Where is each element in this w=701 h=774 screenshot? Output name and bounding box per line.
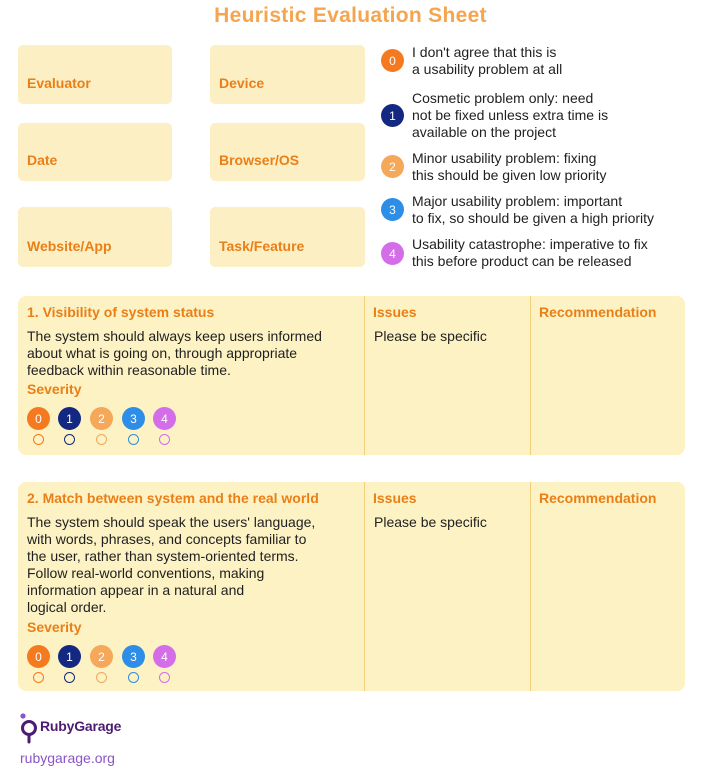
legend-3-line-2: to fix, so should be given a high priority [412,210,655,226]
severity-1-radio[interactable] [64,434,75,445]
legend-1-line-1: Cosmetic problem only: need [412,90,594,106]
device-field[interactable] [210,45,365,104]
severity-3-radio[interactable] [128,672,139,683]
severity-1-badge: 1 [58,407,81,430]
recommendation-header: Recommendation [539,490,657,506]
column-divider [530,482,531,691]
severity-3-badge: 3 [381,198,404,221]
severity-2-badge: 2 [381,155,404,178]
heuristic-section-1 [18,296,685,455]
website-app-field[interactable] [18,207,172,267]
legend-3-line-1: Major usability problem: important [412,193,623,209]
description-line: information appear in a natural and [27,582,245,598]
evaluator-label: Evaluator [27,75,91,91]
issues-header: Issues [373,490,417,506]
section-title: 2. Match between system and the real world [27,490,319,506]
description-line: The system should always keep users informed [27,328,322,344]
severity-4-badge: 4 [153,407,176,430]
legend-1-line-2: not be fixed unless extra time is [412,107,609,123]
severity-4-radio[interactable] [159,434,170,445]
description-line: feedback within reasonable time. [27,362,231,378]
website-app-label: Website/App [27,238,112,254]
severity-1-badge: 1 [58,645,81,668]
description-line: The system should speak the users' language, [27,514,316,530]
section-description [27,514,357,616]
severity-1-radio[interactable] [64,672,75,683]
column-divider [364,482,365,691]
issues-note[interactable]: Please be specific [374,514,487,530]
description-line: Follow real-world conventions, making [27,565,265,581]
column-divider [530,296,531,455]
severity-label: Severity [27,619,82,635]
recommendation-header: Recommendation [539,304,657,320]
sheet-title: Heuristic Evaluation Sheet [214,4,487,27]
severity-0-radio[interactable] [33,434,44,445]
description-line: about what is going on, through appropriate [27,345,298,361]
description-line: the user, rather than system-oriented terms. [27,548,299,564]
legend-1-line-3: available on the project [412,124,556,140]
legend-4-line-1: Usability catastrophe: imperative to fix [412,236,648,252]
device-label: Device [219,75,265,91]
severity-3-radio[interactable] [128,434,139,445]
legend-2-line-2: this should be given low priority [412,167,607,183]
severity-2-badge: 2 [90,407,113,430]
task-feature-label: Task/Feature [219,238,305,254]
date-label: Date [27,152,58,168]
severity-2-badge: 2 [90,645,113,668]
date-field[interactable] [18,123,172,181]
issues-note[interactable]: Please be specific [374,328,487,344]
legend-4-line-2: this before product can be released [412,253,632,269]
severity-3-badge: 3 [122,407,145,430]
column-divider [364,296,365,455]
severity-2-radio[interactable] [96,672,107,683]
severity-3-badge: 3 [122,645,145,668]
severity-1-badge: 1 [381,104,404,127]
severity-0-badge: 0 [381,49,404,72]
task-feature-field[interactable] [210,207,365,267]
browser-os-field[interactable] [210,123,365,181]
issues-header: Issues [373,304,417,320]
section-title: 1. Visibility of system status [27,304,215,320]
description-line: logical order. [27,599,107,615]
severity-0-badge: 0 [27,407,50,430]
browser-os-label: Browser/OS [219,152,300,168]
brand-name: RubyGarage [40,718,122,734]
section-description [27,328,357,379]
severity-2-radio[interactable] [96,434,107,445]
website-link[interactable]: rubygarage.org [20,750,115,766]
legend-0-line-2: a usability problem at all [412,61,563,77]
description-line: with words, phrases, and concepts familiar to [27,531,307,547]
severity-4-radio[interactable] [159,672,170,683]
evaluator-field[interactable] [18,45,172,104]
heuristic-section-2 [18,482,685,691]
rubygarage-logo-icon [20,713,38,747]
severity-0-badge: 0 [27,645,50,668]
severity-label: Severity [27,381,82,397]
legend-2-line-1: Minor usability problem: fixing [412,150,597,166]
severity-0-radio[interactable] [33,672,44,683]
legend-0-line-1: I don't agree that this is [412,44,557,60]
severity-4-badge: 4 [381,242,404,265]
severity-4-badge: 4 [153,645,176,668]
